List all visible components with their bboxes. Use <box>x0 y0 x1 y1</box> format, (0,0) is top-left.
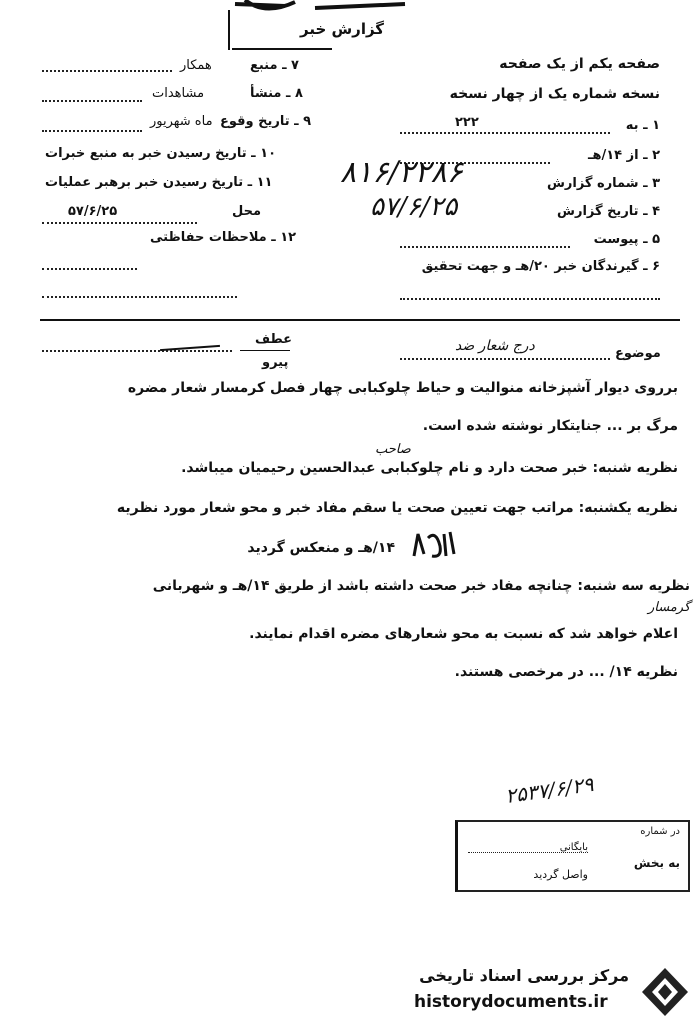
body-line-5: ۱۴/هـ و منعکس گردید <box>247 540 395 556</box>
body-line-6: نظریه سه شنبه: چنانچه مفاد خبر صحت داشته باشد از طریق ۱۴/هـ و شهربانی <box>152 578 690 594</box>
field-6-dots <box>400 298 660 300</box>
header-scribble <box>225 0 415 22</box>
stamp-line-3: به بخش <box>633 856 680 870</box>
watermark <box>400 958 695 1024</box>
field-3-label: ۳ ـ شماره گزارش <box>546 176 660 191</box>
field-12-dots-2 <box>42 296 237 298</box>
field-2-label: ۲ ـ از ۱۴/هـ <box>588 148 660 163</box>
followup-label: پیرو <box>262 355 289 370</box>
field-6-label: ۶ ـ گیرندگان خبر ۲۰/هـ و جهت تحقیق <box>421 259 660 274</box>
stamp-line-4: واصل گردید <box>533 868 588 881</box>
watermark-logo-icon <box>638 964 692 1024</box>
field-1-dots <box>400 132 610 134</box>
body-line-8: نظریه ۱۴/ ... در مرخصی هستند. <box>454 664 678 680</box>
field-5-label: ۵ ـ پیوست <box>593 232 660 247</box>
field-4-label: ۴ ـ تاریخ گزارش <box>557 204 660 219</box>
above-line-annotation: گرمسار <box>648 600 691 615</box>
body-line-1: برروی دیوار آشپزخانه منوالیت و حیاط چلوکبابی چهار فصل کرمسار شعار مضره <box>127 380 678 396</box>
field-12-dots <box>42 268 137 270</box>
watermark-title: مرکز بررسی اسناد تاریخی <box>419 966 629 985</box>
section-divider <box>40 319 680 321</box>
header-underline <box>232 48 332 50</box>
subject-dots <box>400 358 610 360</box>
stamp-dots <box>468 852 588 853</box>
stamp-line-2: بایگانی <box>559 842 588 853</box>
report-title: گزارش خبر <box>300 20 385 38</box>
ref-dots <box>42 350 232 352</box>
body-line-3: نظریه شنبه: خبر صحت دارد و نام چلوکبابی عبدالحسین رحیمیان میباشد. <box>181 460 678 476</box>
field-11-value: ۵۷/۶/۲۵ <box>68 204 118 219</box>
field-3-value: ۸۱۶/۲۲۸۶ <box>340 155 463 190</box>
page-number-line: صفحه یکم از یک صفحه <box>499 56 660 72</box>
watermark-url: historydocuments.ir <box>414 992 608 1012</box>
body-line-4: نظریه یکشنبه: مراتب جهت تعیین صحت یا سقم مفاد خبر و محو شعار مورد نظریه <box>116 500 678 516</box>
field-11-place: محل <box>232 204 262 219</box>
field-1-label: ۱ ـ به <box>625 118 660 133</box>
ref-divider <box>240 350 290 351</box>
archive-stamp <box>455 820 690 892</box>
field-10-label: ۱۰ ـ تاریخ رسیدن خبر به منبع خبرات <box>45 146 277 161</box>
field-9-dots <box>42 130 142 132</box>
field-4-value: ۵۷/۶/۲۵ <box>370 192 458 222</box>
field-8-value: مشاهدات <box>152 86 205 101</box>
subject-label: موضوع <box>615 346 661 361</box>
stamp-line-1: در شماره <box>640 826 680 837</box>
handwritten-signature <box>410 528 458 566</box>
field-7-value: همکار <box>180 58 212 73</box>
field-1-value: ۲۲۲ <box>455 115 479 130</box>
handwritten-date-number: ۲۵۳۷/۶/۲۹ <box>503 771 595 809</box>
copy-number-line: نسخه شماره یک از چهار نسخه <box>449 86 660 102</box>
field-7-dots <box>42 70 172 72</box>
field-8-label: ۸ ـ منشأ <box>250 86 303 101</box>
subject-value: درج شعار ضد <box>455 338 535 354</box>
field-11-label: ۱۱ ـ تاریخ رسیدن خبر برهبر عملیات <box>45 175 273 190</box>
header-bracket <box>228 10 230 50</box>
ref-label: عطف <box>255 332 293 347</box>
field-9-label: ۹ ـ تاریخ وقوع <box>220 114 312 129</box>
field-9-value: ماه شهریور <box>150 114 213 129</box>
sahib-annotation: صاحب <box>375 442 411 457</box>
field-7-label: ۷ ـ منبع <box>250 58 299 73</box>
field-12-label: ۱۲ ـ ملاحظات حفاظتی <box>150 230 297 245</box>
field-8-dots <box>42 100 142 102</box>
body-line-7: اعلام خواهد شد که نسبت به محو شعارهای مضره اقدام نمایند. <box>249 626 678 642</box>
field-5-dots <box>400 246 570 248</box>
body-line-2: مرگ بر ... جنایتکار نوشته شده است. <box>422 418 678 434</box>
field-11-dots <box>42 222 197 224</box>
